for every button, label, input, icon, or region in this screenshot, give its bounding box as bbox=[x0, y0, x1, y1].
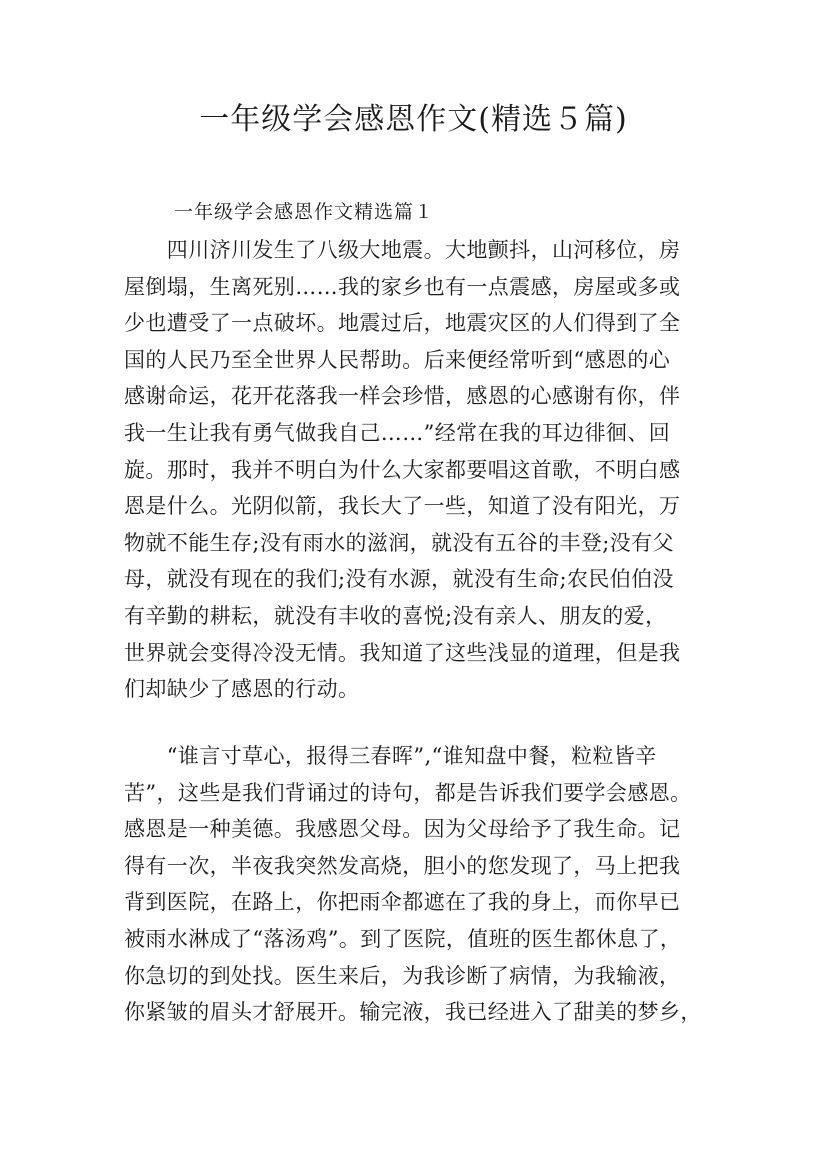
text-line: 物就不能生存;没有雨水的滋润，就没有五谷的丰登;没有父 bbox=[124, 530, 674, 555]
text-line: 旋。那时，我并不明白为什么大家都要唱这首歌，不明白感 bbox=[124, 457, 681, 482]
text-line: 恩是什么。光阴似箭，我长大了一些，知道了没有阳光，万 bbox=[124, 494, 681, 519]
text-line: 屋倒塌，生离死别……我的家乡也有一点震感，房屋或多或 bbox=[124, 274, 681, 299]
text-line: “谁言寸草心，报得三春晖”,“谁知盘中餐，粒粒皆辛 bbox=[124, 744, 657, 768]
text-line: 国的人民乃至全世界人民帮助。后来便经常听到“感恩的心 bbox=[124, 347, 671, 372]
paragraph-2 bbox=[124, 738, 708, 1031]
text-line: 得有一次，半夜我突然发高烧，胆小的您发现了，马上把我 bbox=[124, 853, 681, 878]
text-line: 苦”，这些是我们背诵过的诗句，都是告诉我们要学会感恩。 bbox=[124, 780, 692, 805]
text-line: 世界就会变得冷没无情。我知道了这些浅显的道理，但是我 bbox=[124, 640, 681, 665]
text-line: 感谢命运，花开花落我一样会珍惜，感恩的心感谢有你，伴 bbox=[124, 384, 681, 409]
document-title: 一年级学会感恩作文(精选５篇) bbox=[199, 102, 628, 137]
text-line: 有辛勤的耕耘，就没有丰收的喜悦;没有亲人、朋友的爱， bbox=[124, 603, 667, 628]
text-line: 感恩是一种美德。我感恩父母。因为父母给予了我生命。记 bbox=[124, 817, 681, 842]
paragraph-1 bbox=[124, 232, 708, 708]
text-line: 们却缺少了感恩的行动。 bbox=[124, 677, 360, 702]
text-line: 你急切的到处找。医生来后，为我诊断了病情，为我输液， bbox=[124, 963, 681, 988]
text-line: 背到医院，在路上，你把雨伞都遮在了我的身上，而你早已 bbox=[124, 890, 681, 915]
text-line: 你紧皱的眉头才舒展开。输完液，我已经进入了甜美的梦乡， bbox=[124, 1000, 702, 1025]
text-line: 母，就没有现在的我们;没有水源，就没有生命;农民伯伯没 bbox=[124, 567, 674, 592]
text-line: 四川济川发生了八级大地震。大地颤抖，山河移位，房 bbox=[124, 238, 681, 262]
text-line: 我一生让我有勇气做我自己……”经常在我的耳边徘徊、回 bbox=[124, 420, 671, 445]
text-line: 少也遭受了一点破坏。地震过后，地震灾区的人们得到了全 bbox=[124, 311, 681, 336]
text-line: 被雨水淋成了“落汤鸡”。到了医院，值班的医生都休息了， bbox=[124, 926, 682, 951]
section-heading: 一年级学会感恩作文精选篇１ bbox=[174, 201, 435, 223]
